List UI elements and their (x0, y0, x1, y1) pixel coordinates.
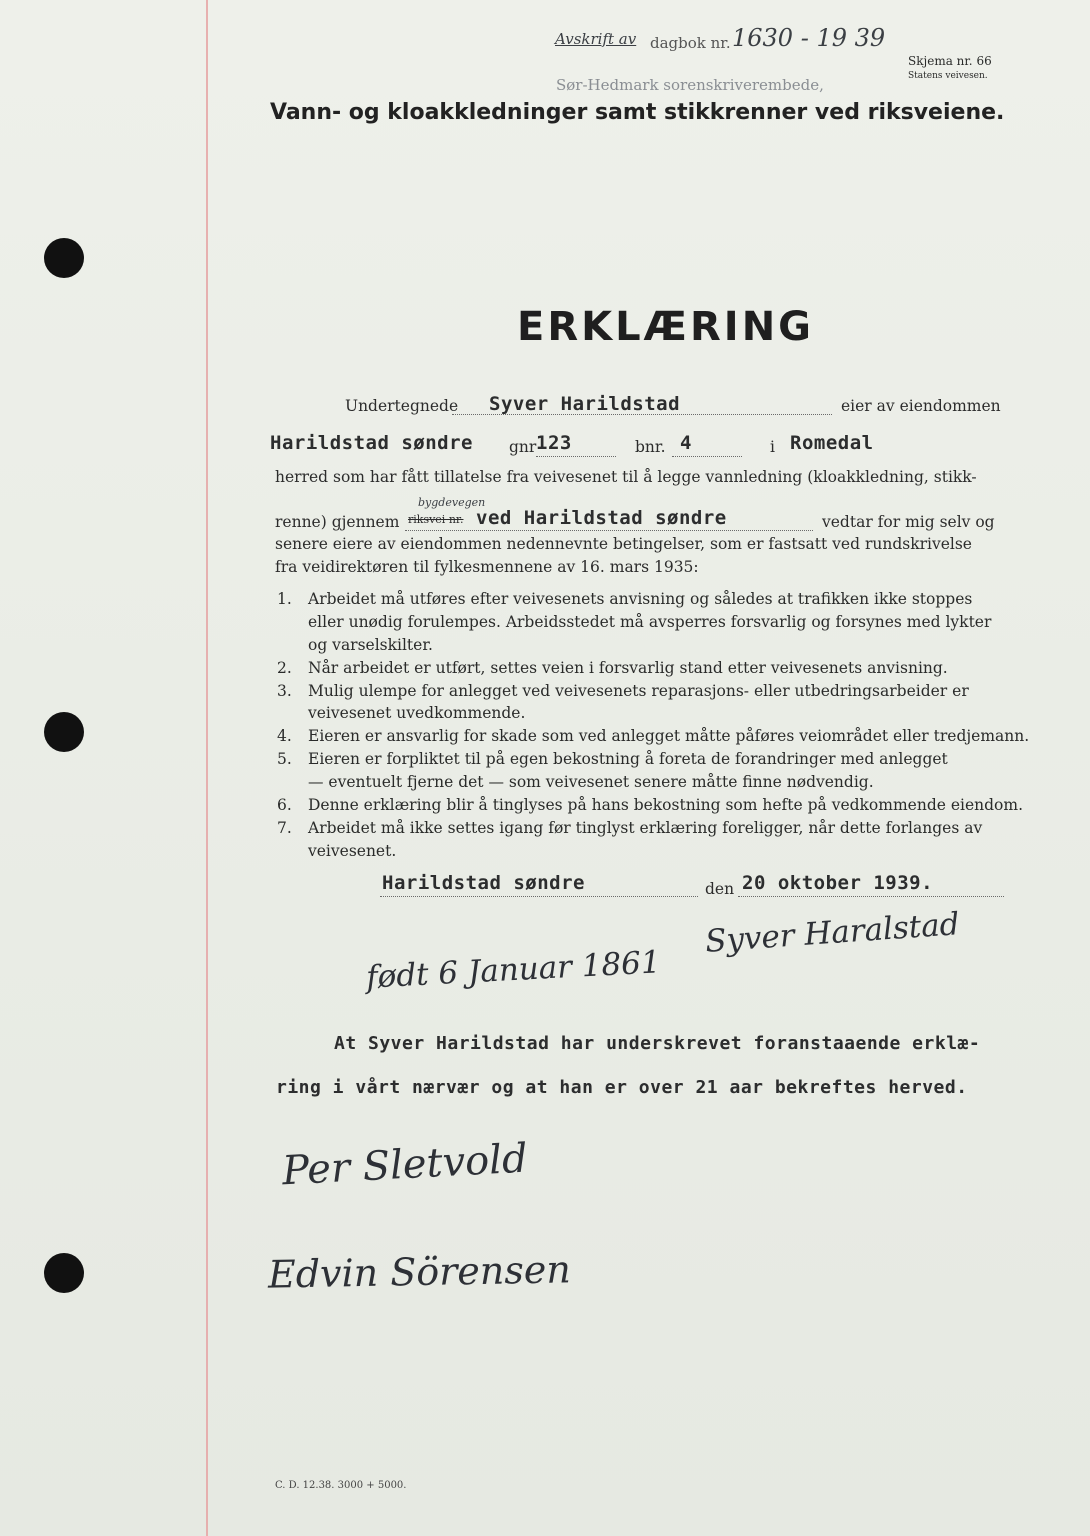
condition-line: veivesenet. (308, 842, 397, 860)
body-line-5: senere eiere av eiendommen nedennevnte betingelser, som er fastsatt ved rundskrivelse (275, 535, 972, 553)
condition-line: Arbeidet må utføres efter veivesenets anvisning og således at trafikken ikke stoppes (308, 590, 973, 608)
condition-line: Når arbeidet er utført, settes veien i forsvarlig stand etter veivesenets anvisning. (308, 659, 948, 677)
dagbok-label: dagbok nr. (650, 34, 731, 52)
attestation-line-2: ring i vårt nærvær og at han er over 21 aar bekreftes herved. (276, 1077, 968, 1098)
bnr-value: 4 (680, 432, 692, 454)
signing-place: Harildstad søndre (382, 872, 585, 894)
birth-note: født 6 Januar 1861 (365, 944, 662, 996)
condition-line: veivesenet uvedkommende. (308, 704, 526, 722)
condition-line: Eieren er ansvarlig for skade som ved anlegget måtte påføres veiområdet eller tredjemann. (308, 727, 1030, 745)
condition-line: Arbeidet må ikke settes igang før tinglyst erklæring foreligger, når dette forlanges av (308, 819, 983, 837)
condition-number: 1. (277, 590, 292, 608)
condition-number: 6. (277, 796, 292, 814)
witness-signature-1: Per Sletvold (280, 1135, 529, 1195)
road-typed: ved Harildstad søndre (476, 507, 727, 529)
form-title: Vann- og kloakkledninger samt stikkrenner ved riksveiene. (270, 100, 1005, 125)
body-line-6: fra veidirektøren til fylkesmennene av 16. mars 1935: (275, 558, 699, 576)
condition-line: eller unødig forulempes. Arbeidsstedet må avsperres forsvarlig og forsynes med lykter (308, 613, 992, 631)
signing-place-field (380, 876, 698, 897)
body-line-3: herred som har fått tillatelse fra veivesenet til å legge vannledning (kloakkledning, stikk- (275, 468, 977, 486)
i-label: i (770, 438, 775, 456)
condition-number: 4. (277, 727, 292, 745)
property-name: Harildstad søndre (270, 432, 473, 454)
condition-line: Mulig ulempe for anlegget ved veivesenets reparasjons- eller utbedringsarbeider er (308, 682, 969, 700)
municipality: Romedal (790, 432, 874, 454)
condition-line: Denne erklæring blir å tinglyses på hans bekostning som hefte på vedkommende eiendom. (308, 796, 1024, 814)
signing-date-field (738, 876, 1004, 897)
gnr-label: gnr (509, 438, 537, 456)
owner-name: Syver Harildstad (489, 393, 681, 415)
condition-line: Eieren er forpliktet til på egen bekostning å foreta de forandringer med anlegget (308, 750, 948, 768)
gnr-value: 123 (536, 432, 572, 454)
road-struck: riksvei nr. (408, 513, 464, 526)
undertegnede-label: Undertegnede (345, 397, 459, 415)
den-label: den (705, 880, 735, 898)
punch-hole-bottom (44, 1253, 84, 1293)
signing-date: 20 oktober 1939. (742, 872, 934, 894)
road-field (405, 510, 813, 531)
road-handwritten: bygdevegen (418, 496, 486, 509)
punch-hole-middle (44, 712, 84, 752)
witness-signature-2: Edvin Sörensen (267, 1247, 572, 1297)
renne-suffix: vedtar for mig selv og (822, 513, 995, 531)
eier-label: eier av eiendommen (841, 397, 1001, 415)
condition-line: — eventuelt fjerne det — som veivesenet senere måtte finne nødvendig. (308, 773, 874, 791)
renne-prefix: renne) gjennem (275, 513, 400, 531)
punch-hole-top (44, 238, 84, 278)
condition-number: 5. (277, 750, 292, 768)
attestation-line-1: At Syver Harildstad har underskrevet foranstaaende erklæ- (334, 1033, 981, 1054)
condition-number: 3. (277, 682, 292, 700)
page-title: ERKLÆRING (517, 304, 814, 350)
form-number: Skjema nr. 66 (908, 54, 992, 68)
copy-note: Avskrift av (555, 30, 637, 48)
condition-number: 2. (277, 659, 292, 677)
print-code: C. D. 12.38. 3000 + 5000. (275, 1480, 407, 1491)
condition-number: 7. (277, 819, 292, 837)
condition-line: og varselskilter. (308, 636, 433, 654)
dagbok-number: 1630 - 19 39 (732, 24, 886, 52)
office-stamp: Sør-Hedmark sorenskriverembede, (556, 76, 824, 94)
owner-signature: Syver Haralstad (704, 906, 961, 960)
margin-line (206, 0, 208, 1536)
bnr-label: bnr. (635, 438, 666, 456)
gnr-field (536, 436, 616, 457)
bnr-field (672, 436, 742, 457)
form-issuer: Statens veivesen. (908, 71, 988, 81)
